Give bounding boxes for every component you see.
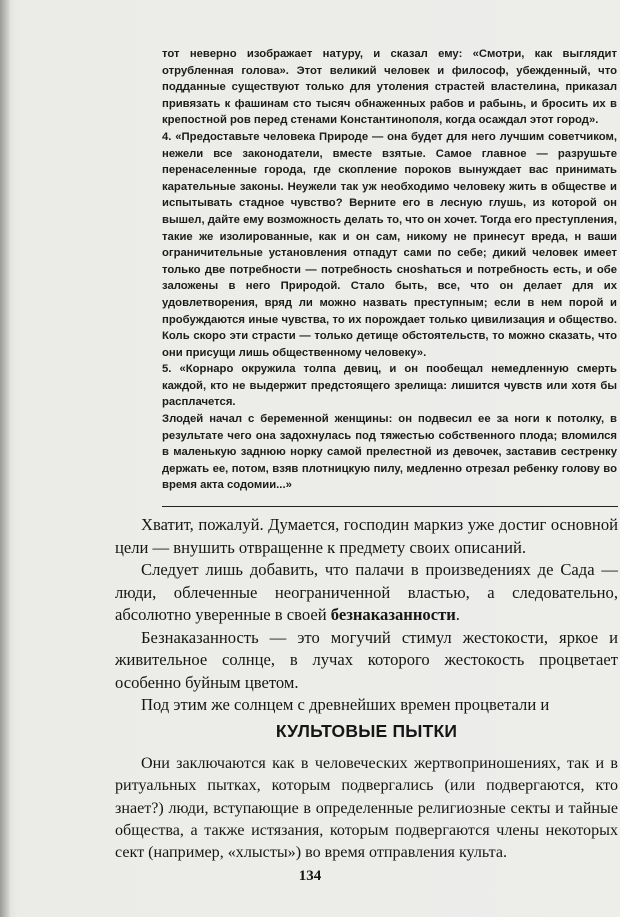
paragraph-2-text: Следует лишь добавить, что палачи в произведениях де Сада — люди, облеченные неограниченной властью, а следовательно, абсолютно уверенные в своей (115, 560, 618, 624)
main-paragraph-3: Безнаказанность — это могучий стимул жестокости, яркое и живительное солнце, в лучах которого жестокость процветает особенно буйным цветом. (115, 627, 618, 692)
main-paragraph-2 (115, 559, 618, 627)
paragraph-2-end: . (455, 605, 460, 624)
main-paragraph-1: Хватит, пожалуй. Думается, господин маркиз уже достиг основной цели — внушить отвращенне к предмету своих описаний. (115, 515, 618, 557)
quote-divider (162, 506, 618, 507)
emphasis-impunity: безнаказанности (330, 605, 456, 624)
main-text (115, 514, 618, 717)
main-paragraph-4: Под этим же солнцем с древнейших времен процветали и (141, 695, 550, 714)
section-heading: КУЛЬТОВЫЕ ПЫТКИ (275, 721, 458, 741)
quote-item-5: 5. «Корнаро окружила толпа девиц, и он пообещал немедленную смерть каждой, кто не выдержит предстоящего зрелища: лишится чувств или хотя бы расплачется. (162, 363, 617, 409)
section-paragraph-1: Они заключаются как в человеческих жертвоприношениях, так и в ритуальных пытках, которым подвергались (или подвергаются, кто знает?) люди, вступающие в определенные религиозные секты и тайные общества, а также истязания, которым подвергаются члены некоторых сект (например, «хлысты») во время отправления культа. (115, 755, 618, 862)
quote-item-4: 4. «Предоставьте человека Природе — она будет для него лучшим советчиком, нежели все законодатели, вместе взятые. Самое главное — разрушьте перенаселенные города, где скопление пороков вынуждает вас принимать карательные законы. Неужели так уж необходимо человеку жить в обществе и испытывать стадное чувство? Верните его в лесную глушь, из которой он вышел, дайте ему возможность делать то, что он хочет. Тогда его преступления, такие же изолированные, как и он сам, никому не принесут вреда, н ваши ограничительные установления отпадут сами по себе; дикий человек имеет только две потребности — потребность сноshаться и потребность есть, и обе заложены в него Природой. Стало быть, все, что он делает для их удовлетворения, вряд ли можно назвать преступным; если в нем порой и пробуждаются иные чувства, то их порождает только цивилизация и общество. Коль скоро эти страсти — только детище обстоятельств, то можно сказать, что они присущи лишь общественному человеку». (162, 130, 617, 359)
page-gutter (0, 0, 10, 917)
quoted-excerpt (162, 46, 617, 494)
page-number: 134 (298, 868, 322, 884)
section-text (115, 753, 618, 864)
quote-paragraph-1: тот неверно изображает натуру, и сказал ему: «Смотри, как выглядит отрубленная голова». Этот великий человек и философ, убежденный, что подданные существуют только для утоления страстей властелина, приказал привязать к фашинам сто тысяч обнаженных рабов и рабынь, и бросить их в крепостной ров перед стенами Константинополя, когда осаждал этот город». (162, 48, 617, 127)
quote-item-5-continuation: Злодей начал с беременной женщины: он подвесил ее за ноги к потолку, в результате чего она задохнулась под тяжестью собственного плода; вломился в маленькую заднюю норку самой прелестной из девочек, заставив сестренку держать ее, потом, взяв плотницкую пилу, медленно отрезал ребенку голову во время акта содомии...» (162, 413, 617, 492)
